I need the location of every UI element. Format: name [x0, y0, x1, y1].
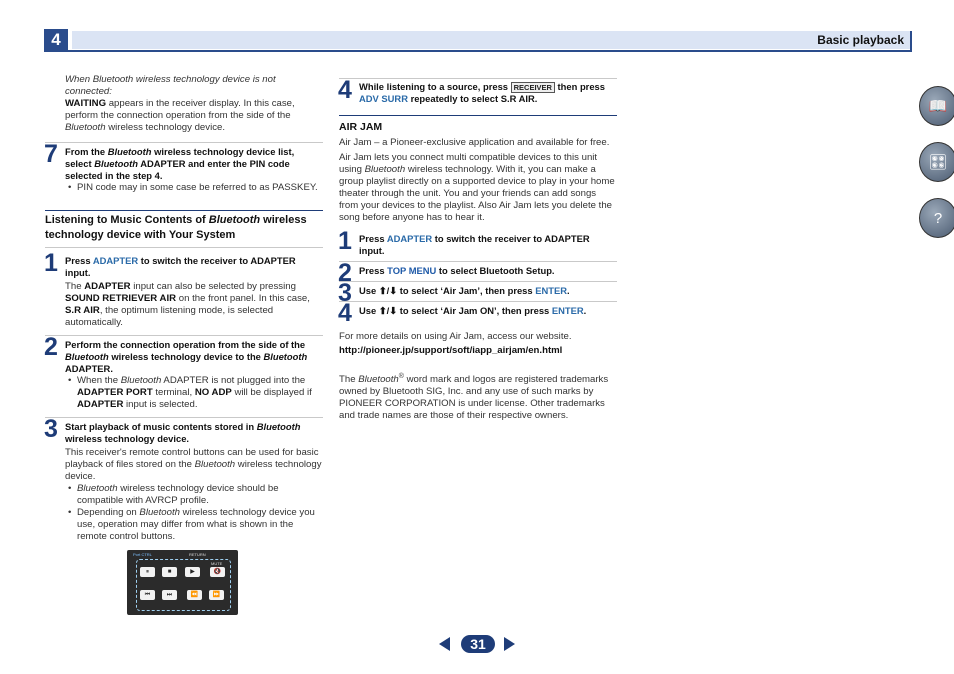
step-3-bullet-2: • Depending on Bluetooth wireless technology device you use, operation may differ from what is shown in the remote control buttons. — [68, 507, 315, 542]
chapter-number: 4 — [44, 29, 68, 51]
header-rule-end — [910, 31, 912, 52]
step-text: Press ADAPTER to switch the receiver to ADAPTER input. — [65, 255, 296, 278]
prev-page-arrow-icon[interactable] — [439, 637, 450, 651]
step-text: Use ⬆/⬇ to select ‘Air Jam’, then press ENTER. — [359, 285, 570, 296]
arrow-keys-icon: ⬆/⬇ — [378, 305, 398, 316]
remote-icon[interactable]: 🎛 — [919, 142, 954, 182]
step-7-bullet: • PIN code may in some case be referred to as PASSKEY. — [68, 182, 318, 193]
step-text: From the Bluetooth wireless technology device list, select Bluetooth ADAPTER and enter the PIN code selected in the step 4. — [65, 146, 295, 181]
step-text: Press ADAPTER to switch the receiver to ADAPTER input. — [359, 233, 590, 256]
step-3-body: This receiver's remote control buttons can be used for basic playback of files stored on the Bluetooth wireless technology device. — [65, 447, 322, 482]
website-link[interactable]: http://pioneer.jp/support/soft/iapp_airjam/en.html — [339, 345, 563, 356]
remote-label-return: RETURN — [189, 552, 206, 557]
step-text: Press TOP MENU to select Bluetooth Setup. — [359, 265, 555, 276]
step-number: 3 — [338, 279, 352, 307]
step-1 — [44, 249, 323, 279]
note-title: When Bluetooth wireless technology device is not connected: — [65, 74, 276, 97]
step-number: 3 — [44, 415, 58, 443]
step-number: 2 — [44, 333, 58, 361]
step-2 — [45, 335, 323, 375]
prev-track-button: ⏮ — [140, 590, 155, 600]
airjam-step-2 — [338, 259, 617, 287]
step-3-bullet-1: • Bluetooth wireless technology device should be compatible with AVRCP profile. — [68, 483, 279, 506]
step-text: Start playback of music contents stored in Bluetooth wireless technology device. — [65, 421, 301, 444]
header-rule — [44, 50, 912, 52]
trademark-notice: The Bluetooth® word mark and logos are registered trademarks owned by Bluetooth SIG, Inc. and any use of such marks by PIONEER CORPORATION is under license. Other trademarks and trade names are those of their respective owners. — [339, 373, 609, 422]
air-jam-intro: Air Jam – a Pioneer-exclusive application and available for free. — [339, 137, 610, 148]
page-number: 31 — [461, 635, 495, 653]
receiver-button-label: RECEIVER — [511, 82, 555, 93]
step-number: 4 — [338, 76, 352, 104]
middle-column — [339, 78, 617, 422]
step-7 — [45, 142, 323, 182]
step-text: While listening to a source, press RECEIVER then press ADV SURR repeatedly to select S.R AIR. — [359, 81, 605, 104]
airjam-step-4 — [338, 299, 617, 327]
remote-label-top: Port CTRL — [133, 552, 152, 557]
pause-button: ⏸ — [140, 567, 155, 577]
fast-forward-button: ⏩ — [209, 590, 224, 600]
airjam-step-3 — [338, 279, 617, 307]
help-icon[interactable]: ? — [919, 198, 954, 238]
mute-button: 🔇 — [210, 567, 225, 577]
step-2-bullet: • When the Bluetooth ADAPTER is not plugged into the ADAPTER PORT terminal, NO ADP will be displayed if ADAPTER input is selected. — [68, 375, 312, 410]
step-number: 1 — [44, 249, 58, 277]
step-text: Use ⬆/⬇ to select ‘Air Jam ON’, then press ENTER. — [359, 305, 587, 316]
book-icon[interactable]: 📖 — [919, 86, 954, 126]
airjam-step-1 — [338, 227, 617, 257]
remote-label-mute: MUTE — [211, 561, 223, 566]
step-number: 7 — [44, 140, 58, 168]
left-column — [45, 74, 323, 543]
next-track-button: ⏭ — [162, 590, 177, 600]
arrow-keys-icon: ⬆/⬇ — [378, 285, 398, 296]
stop-button: ■ — [162, 567, 177, 577]
note-body: WAITING appears in the receiver display. In this case, perform the connection operation from the side of the Bluetooth wireless technology device. — [65, 98, 295, 133]
more-info-text: For more details on using Air Jam, access our website. — [339, 331, 572, 342]
section-heading: Listening to Music Contents of Bluetooth wireless technology device with Your System — [45, 210, 323, 248]
step-number: 2 — [338, 259, 352, 287]
rewind-button: ⏪ — [187, 590, 202, 600]
step-3 — [45, 417, 323, 445]
section-title: Basic playback — [817, 33, 904, 47]
header-bar — [72, 31, 910, 49]
next-page-arrow-icon[interactable] — [504, 637, 515, 651]
step-text: Perform the connection operation from the side of the Bluetooth wireless technology device to the Bluetooth ADAPTER. — [65, 339, 308, 374]
step-number: 1 — [338, 227, 352, 255]
step-number: 4 — [338, 299, 352, 327]
remote-control-illustration — [127, 550, 238, 615]
step-1-body: The ADAPTER input can also be selected by pressing SOUND RETRIEVER AIR on the front panel. In this case, S.R AIR, the optimum listening mode, is selected automatically. — [65, 281, 310, 328]
play-button: ▶ — [185, 567, 200, 577]
air-jam-title: AIR JAM — [339, 115, 617, 133]
step-4 — [339, 78, 617, 105]
air-jam-description: Air Jam lets you connect multi compatible devices to this unit using Bluetooth wireless technology. With it, you can make a group playlist directly on a supported device to play in your home theater through the unit. You and your friends can add songs from your devices to the playlist. Also Air Jam lets you delete the song before anyone has to hear it. — [339, 152, 615, 223]
